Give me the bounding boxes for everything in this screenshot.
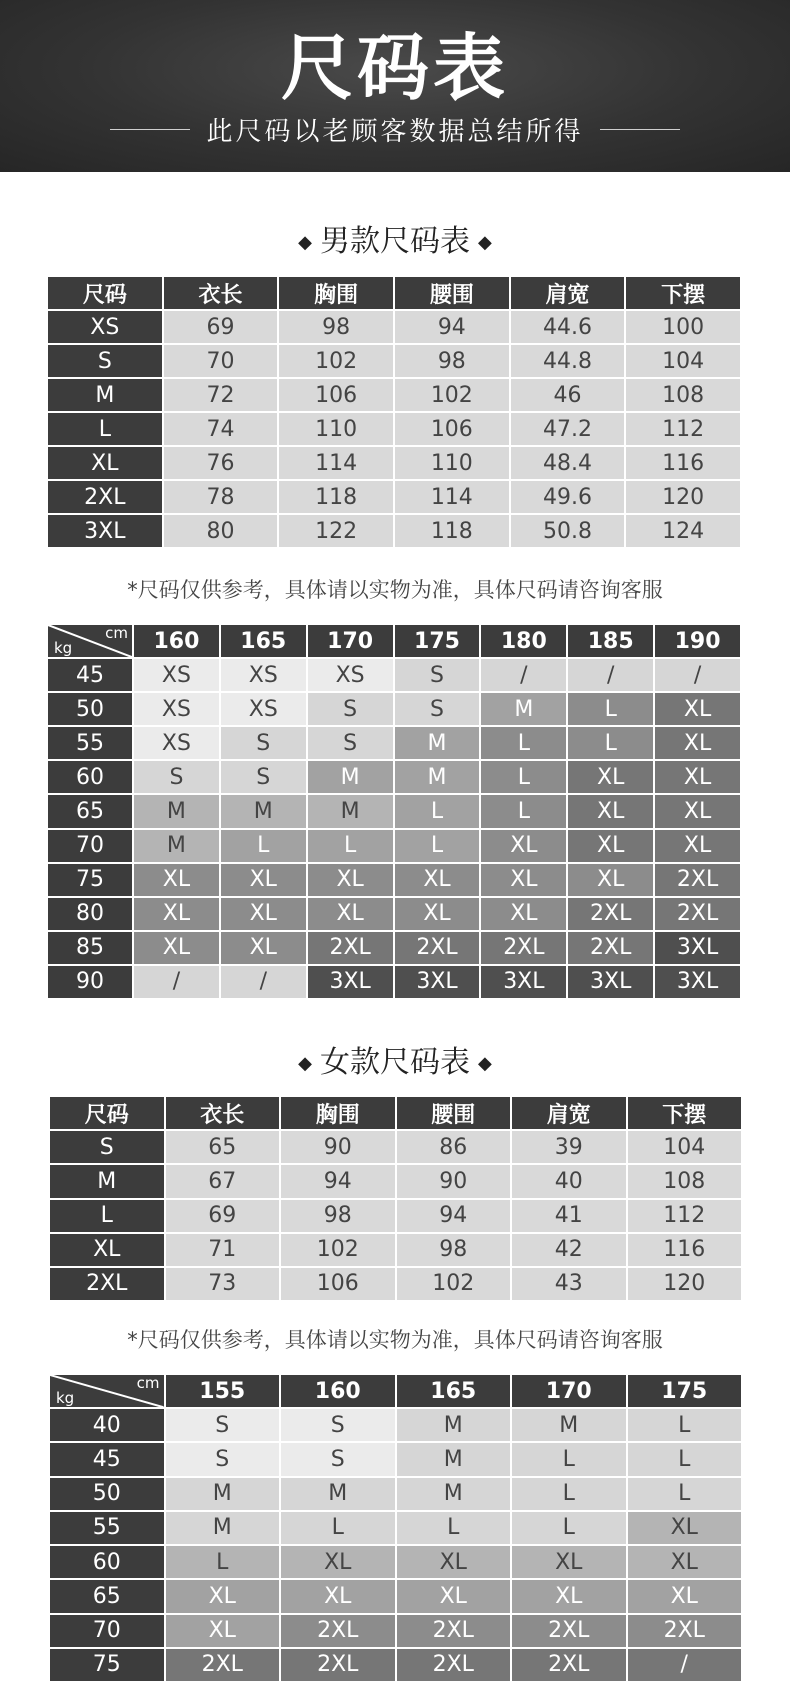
size-cell: S: [221, 727, 306, 759]
size-cell: XL: [481, 830, 566, 862]
measurement-cell: 102: [279, 345, 393, 377]
measurement-cell: 116: [626, 447, 740, 479]
women-note: *尺码仅供参考，具体请以实物为准，具体尺码请咨询客服: [127, 1328, 663, 1352]
measurement-cell: 40: [512, 1165, 626, 1197]
size-cell: L: [628, 1443, 742, 1475]
size-cell: S: [221, 761, 306, 793]
size-cell: 3XL: [308, 966, 393, 998]
measurement-cell: 110: [279, 413, 393, 445]
height-header: 180: [481, 625, 566, 657]
size-cell: /: [628, 1649, 742, 1681]
column-header: 衣长: [164, 277, 278, 309]
women-title-text: 女款尺码表: [320, 1045, 470, 1080]
size-label: XL: [48, 447, 162, 479]
diamond-icon: ◆: [478, 231, 492, 253]
measurement-cell: 71: [166, 1234, 280, 1266]
measurement-cell: 114: [395, 481, 509, 513]
size-cell: M: [166, 1512, 280, 1544]
size-cell: /: [568, 659, 653, 691]
women-section-title: [0, 1043, 790, 1084]
size-cell: 3XL: [655, 932, 740, 964]
size-cell: XL: [568, 830, 653, 862]
measurement-cell: 112: [626, 413, 740, 445]
size-cell: 2XL: [397, 1649, 511, 1681]
measurement-cell: 69: [164, 311, 278, 343]
size-cell: 2XL: [397, 1615, 511, 1647]
kg-cm-corner-header: [48, 625, 132, 657]
height-header: 175: [628, 1375, 742, 1407]
measurement-cell: 108: [628, 1165, 742, 1197]
measurement-cell: 98: [281, 1200, 395, 1232]
size-cell: XL: [308, 864, 393, 896]
size-cell: XL: [655, 727, 740, 759]
height-header: 175: [395, 625, 480, 657]
measurement-cell: 94: [395, 311, 509, 343]
measurement-cell: 74: [164, 413, 278, 445]
measurement-cell: 70: [164, 345, 278, 377]
women-fit-table: [50, 1375, 741, 1681]
measurement-cell: 108: [626, 379, 740, 411]
size-cell: XL: [512, 1546, 626, 1578]
column-header: 下摆: [628, 1097, 742, 1129]
men-section-title: [0, 222, 790, 263]
size-cell: 2XL: [568, 932, 653, 964]
weight-label: 55: [50, 1512, 164, 1544]
size-cell: XL: [628, 1580, 742, 1612]
height-header: 165: [397, 1375, 511, 1407]
kg-cm-corner-header: [50, 1375, 164, 1407]
size-cell: M: [308, 795, 393, 827]
measurement-cell: 106: [281, 1268, 395, 1300]
measurement-cell: 41: [512, 1200, 626, 1232]
size-cell: XL: [395, 898, 480, 930]
measurement-cell: 120: [626, 481, 740, 513]
measurement-cell: 120: [628, 1268, 742, 1300]
size-cell: 2XL: [512, 1615, 626, 1647]
diamond-icon: ◆: [298, 231, 312, 253]
measurement-cell: 50.8: [511, 515, 625, 547]
men-note: *尺码仅供参考，具体请以实物为准，具体尺码请咨询客服: [127, 578, 663, 602]
measurement-cell: 104: [628, 1131, 742, 1163]
divider-line: [600, 129, 680, 130]
size-cell: 3XL: [568, 966, 653, 998]
height-header: 155: [166, 1375, 280, 1407]
divider-line: [110, 129, 190, 130]
size-cell: S: [281, 1443, 395, 1475]
size-cell: XL: [397, 1580, 511, 1612]
size-cell: XL: [395, 864, 480, 896]
size-label: M: [50, 1165, 164, 1197]
size-cell: S: [166, 1443, 280, 1475]
column-header: 尺码: [48, 277, 162, 309]
measurement-cell: 106: [395, 413, 509, 445]
column-header: 肩宽: [511, 277, 625, 309]
size-cell: XS: [134, 727, 219, 759]
size-cell: XL: [134, 898, 219, 930]
measurement-cell: 94: [281, 1165, 395, 1197]
subtitle-row: [0, 110, 790, 148]
measurement-cell: 98: [395, 345, 509, 377]
measurement-cell: 110: [395, 447, 509, 479]
size-cell: 3XL: [481, 966, 566, 998]
size-cell: XL: [308, 898, 393, 930]
size-cell: XL: [134, 864, 219, 896]
size-cell: M: [512, 1409, 626, 1441]
size-label: M: [48, 379, 162, 411]
size-label: 2XL: [50, 1268, 164, 1300]
cm-label: cm: [136, 1375, 160, 1392]
measurement-cell: 104: [626, 345, 740, 377]
size-cell: XL: [568, 761, 653, 793]
weight-label: 65: [50, 1580, 164, 1612]
measurement-cell: 118: [395, 515, 509, 547]
size-cell: XL: [221, 898, 306, 930]
size-cell: L: [395, 795, 480, 827]
column-header: 胸围: [281, 1097, 395, 1129]
size-cell: M: [397, 1478, 511, 1510]
measurement-cell: 100: [626, 311, 740, 343]
measurement-cell: 42: [512, 1234, 626, 1266]
size-cell: XS: [221, 693, 306, 725]
measurement-cell: 116: [628, 1234, 742, 1266]
size-cell: 2XL: [281, 1649, 395, 1681]
weight-label: 85: [48, 932, 132, 964]
size-cell: 2XL: [308, 932, 393, 964]
height-header: 160: [134, 625, 219, 657]
measurement-cell: 49.6: [511, 481, 625, 513]
size-cell: XL: [568, 864, 653, 896]
size-cell: L: [308, 830, 393, 862]
measurement-cell: 112: [628, 1200, 742, 1232]
measurement-cell: 90: [281, 1131, 395, 1163]
size-cell: L: [221, 830, 306, 862]
column-header: 腰围: [397, 1097, 511, 1129]
size-cell: XL: [655, 830, 740, 862]
size-cell: M: [221, 795, 306, 827]
size-cell: XL: [166, 1580, 280, 1612]
size-cell: 2XL: [281, 1615, 395, 1647]
size-cell: /: [481, 659, 566, 691]
size-cell: /: [134, 966, 219, 998]
men-fit-table: [48, 625, 740, 998]
size-cell: XL: [481, 898, 566, 930]
size-cell: 2XL: [166, 1649, 280, 1681]
measurement-cell: 76: [164, 447, 278, 479]
size-cell: S: [134, 761, 219, 793]
cm-label: cm: [105, 625, 128, 642]
size-cell: XL: [628, 1546, 742, 1578]
size-cell: L: [568, 693, 653, 725]
measurement-cell: 67: [166, 1165, 280, 1197]
column-header: 衣长: [166, 1097, 280, 1129]
measurement-cell: 73: [166, 1268, 280, 1300]
measurement-cell: 39: [512, 1131, 626, 1163]
size-cell: S: [166, 1409, 280, 1441]
measurement-cell: 102: [395, 379, 509, 411]
size-cell: L: [166, 1546, 280, 1578]
size-cell: XS: [134, 659, 219, 691]
measurement-cell: 46: [511, 379, 625, 411]
size-label: XS: [48, 311, 162, 343]
measurement-cell: 80: [164, 515, 278, 547]
weight-label: 90: [48, 966, 132, 998]
size-cell: XL: [655, 795, 740, 827]
kg-label: kg: [56, 1389, 75, 1408]
size-cell: L: [628, 1478, 742, 1510]
weight-label: 50: [50, 1478, 164, 1510]
size-cell: XL: [481, 864, 566, 896]
measurement-cell: 106: [279, 379, 393, 411]
size-cell: XL: [281, 1546, 395, 1578]
column-header: 下摆: [626, 277, 740, 309]
size-cell: L: [481, 795, 566, 827]
size-cell: M: [395, 727, 480, 759]
size-cell: S: [281, 1409, 395, 1441]
size-cell: S: [395, 693, 480, 725]
weight-label: 45: [50, 1443, 164, 1475]
measurement-cell: 47.2: [511, 413, 625, 445]
measurement-cell: 124: [626, 515, 740, 547]
measurement-cell: 122: [279, 515, 393, 547]
height-header: 165: [221, 625, 306, 657]
size-label: 3XL: [48, 515, 162, 547]
column-header: 胸围: [279, 277, 393, 309]
weight-label: 40: [50, 1409, 164, 1441]
size-cell: XL: [655, 693, 740, 725]
size-cell: L: [568, 727, 653, 759]
size-cell: 2XL: [628, 1615, 742, 1647]
men-size-table: [48, 277, 740, 547]
size-cell: S: [395, 659, 480, 691]
size-cell: M: [281, 1478, 395, 1510]
weight-label: 75: [50, 1649, 164, 1681]
weight-label: 80: [48, 898, 132, 930]
measurement-cell: 102: [281, 1234, 395, 1266]
measurement-cell: 94: [397, 1200, 511, 1232]
size-cell: L: [512, 1478, 626, 1510]
measurement-cell: 72: [164, 379, 278, 411]
measurement-cell: 78: [164, 481, 278, 513]
size-cell: L: [628, 1409, 742, 1441]
diamond-icon: ◆: [298, 1052, 312, 1074]
header-banner: [0, 0, 790, 172]
size-cell: S: [308, 727, 393, 759]
size-cell: L: [281, 1512, 395, 1544]
size-cell: XL: [568, 795, 653, 827]
height-header: 185: [568, 625, 653, 657]
size-cell: M: [397, 1443, 511, 1475]
measurement-cell: 44.8: [511, 345, 625, 377]
column-header: 肩宽: [512, 1097, 626, 1129]
column-header: 腰围: [395, 277, 509, 309]
size-cell: XL: [628, 1512, 742, 1544]
measurement-cell: 43: [512, 1268, 626, 1300]
size-cell: 2XL: [655, 898, 740, 930]
size-cell: M: [397, 1409, 511, 1441]
page-title: 尺码表: [280, 26, 509, 110]
size-cell: XL: [134, 932, 219, 964]
size-cell: XS: [221, 659, 306, 691]
size-label: S: [50, 1131, 164, 1163]
size-cell: XL: [166, 1615, 280, 1647]
size-cell: XL: [221, 864, 306, 896]
weight-label: 45: [48, 659, 132, 691]
weight-label: 75: [48, 864, 132, 896]
weight-label: 70: [48, 830, 132, 862]
measurement-cell: 48.4: [511, 447, 625, 479]
height-header: 160: [281, 1375, 395, 1407]
size-cell: 3XL: [395, 966, 480, 998]
measurement-cell: 98: [279, 311, 393, 343]
size-cell: 2XL: [655, 864, 740, 896]
weight-label: 65: [48, 795, 132, 827]
height-header: 170: [308, 625, 393, 657]
weight-label: 70: [50, 1615, 164, 1647]
size-cell: M: [395, 761, 480, 793]
measurement-cell: 98: [397, 1234, 511, 1266]
column-header: 尺码: [50, 1097, 164, 1129]
size-cell: L: [397, 1512, 511, 1544]
size-cell: 2XL: [512, 1649, 626, 1681]
kg-label: kg: [54, 639, 73, 658]
size-cell: XL: [221, 932, 306, 964]
measurement-cell: 65: [166, 1131, 280, 1163]
measurement-cell: 118: [279, 481, 393, 513]
size-cell: XL: [512, 1580, 626, 1612]
size-label: L: [48, 413, 162, 445]
size-cell: XL: [397, 1546, 511, 1578]
measurement-cell: 114: [279, 447, 393, 479]
size-cell: 2XL: [568, 898, 653, 930]
size-cell: XS: [134, 693, 219, 725]
size-cell: M: [134, 830, 219, 862]
page-subtitle: 此尺码以老顾客数据总结所得: [206, 116, 584, 147]
weight-label: 50: [48, 693, 132, 725]
size-label: S: [48, 345, 162, 377]
height-header: 190: [655, 625, 740, 657]
weight-label: 60: [50, 1546, 164, 1578]
size-cell: 2XL: [481, 932, 566, 964]
size-label: L: [50, 1200, 164, 1232]
size-cell: M: [308, 761, 393, 793]
size-cell: L: [481, 761, 566, 793]
size-cell: M: [481, 693, 566, 725]
size-cell: XS: [308, 659, 393, 691]
size-cell: L: [512, 1443, 626, 1475]
size-cell: /: [655, 659, 740, 691]
weight-label: 55: [48, 727, 132, 759]
size-cell: S: [308, 693, 393, 725]
measurement-cell: 69: [166, 1200, 280, 1232]
size-cell: 2XL: [395, 932, 480, 964]
measurement-cell: 86: [397, 1131, 511, 1163]
size-cell: L: [481, 727, 566, 759]
size-cell: /: [221, 966, 306, 998]
weight-label: 60: [48, 761, 132, 793]
measurement-cell: 102: [397, 1268, 511, 1300]
men-title-text: 男款尺码表: [320, 224, 470, 259]
size-cell: XL: [655, 761, 740, 793]
diamond-icon: ◆: [478, 1052, 492, 1074]
height-header: 170: [512, 1375, 626, 1407]
size-cell: M: [134, 795, 219, 827]
size-cell: XL: [281, 1580, 395, 1612]
size-cell: 3XL: [655, 966, 740, 998]
size-cell: M: [166, 1478, 280, 1510]
size-label: XL: [50, 1234, 164, 1266]
measurement-cell: 44.6: [511, 311, 625, 343]
size-label: 2XL: [48, 481, 162, 513]
women-size-table: [50, 1097, 741, 1300]
size-cell: L: [512, 1512, 626, 1544]
measurement-cell: 90: [397, 1165, 511, 1197]
size-cell: L: [395, 830, 480, 862]
